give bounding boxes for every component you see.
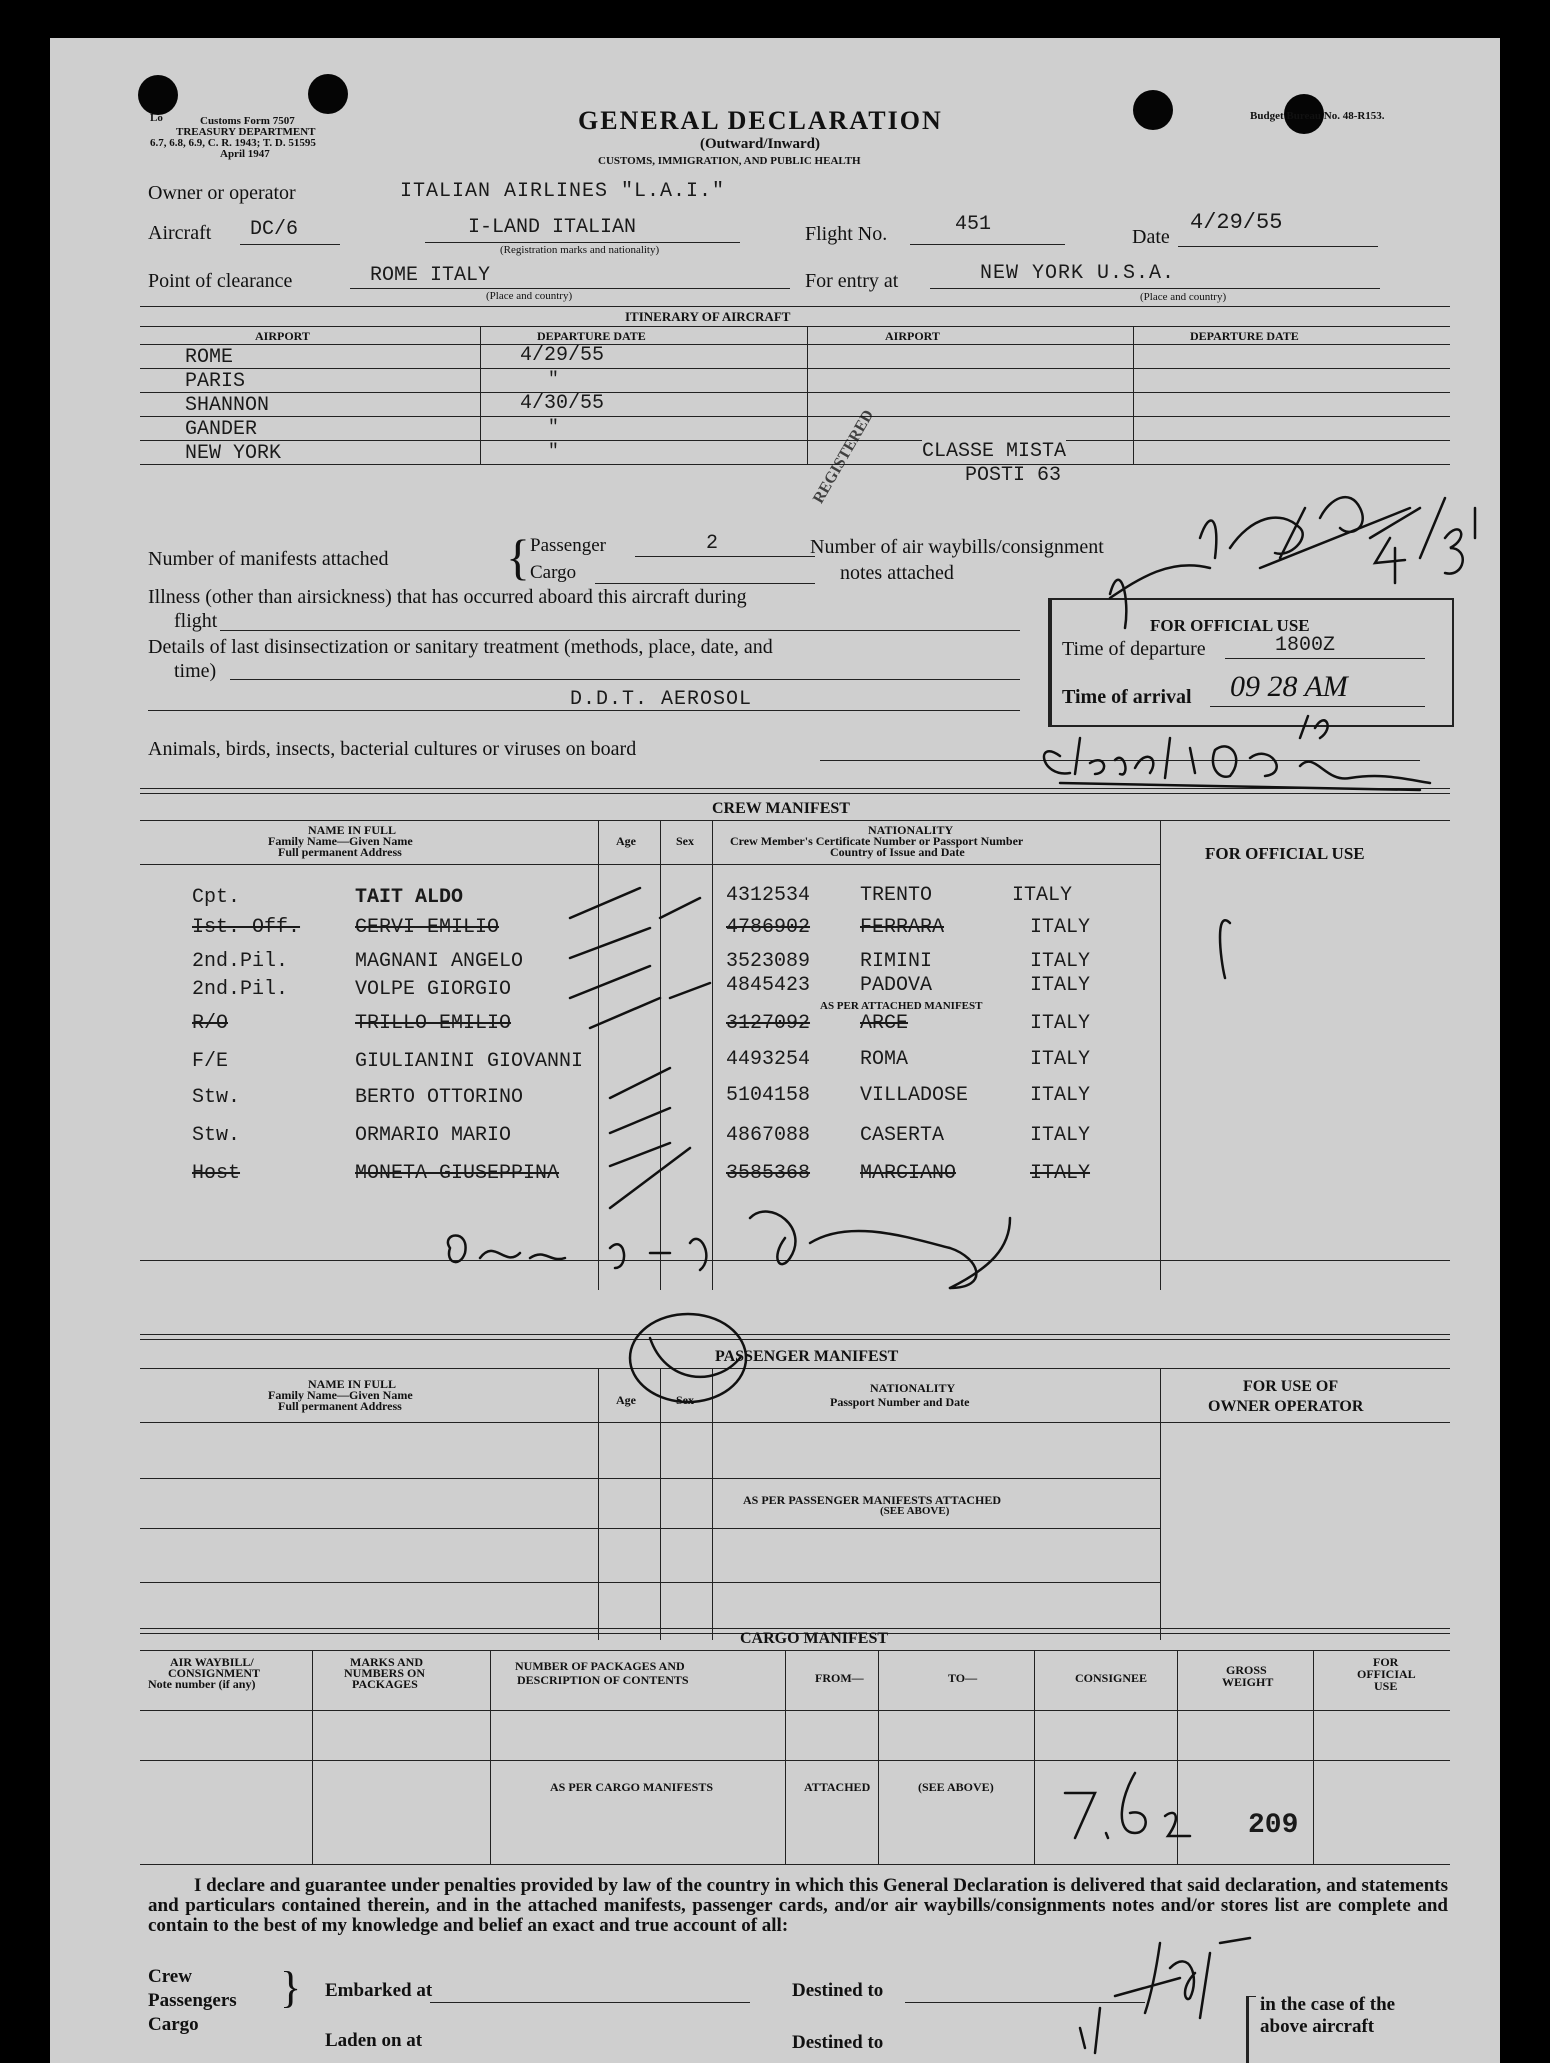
declaration-passengers: Passengers bbox=[148, 1990, 237, 2011]
waybills-label: Number of air waybills/consignment bbox=[810, 536, 1104, 558]
crew-cert: 4845423 bbox=[726, 974, 811, 997]
cargo-manifest-label: Cargo bbox=[530, 562, 577, 583]
itinerary-col-airport: AIRPORT bbox=[255, 329, 310, 343]
crew-city: ROMA bbox=[860, 1048, 909, 1071]
itinerary-col-departure: DEPARTURE DATE bbox=[537, 329, 646, 343]
departure-time-label: Time of departure bbox=[1062, 638, 1206, 660]
declaration-embarked: Embarked at bbox=[325, 1980, 433, 2001]
form-id-line: April 1947 bbox=[220, 148, 270, 160]
entry-caption: (Place and country) bbox=[1140, 291, 1227, 303]
itinerary-date: 4/30/55 bbox=[520, 392, 605, 415]
crew-role: F/E bbox=[192, 1050, 229, 1073]
crew-cert: 4786902 bbox=[726, 916, 811, 939]
cargo-col-from: FROM— bbox=[815, 1671, 864, 1685]
disinsection-line2: time) bbox=[174, 660, 217, 682]
crew-col-official: FOR OFFICIAL USE bbox=[1205, 844, 1365, 863]
itinerary-airport: SHANNON bbox=[185, 394, 270, 417]
crew-cert: 4493254 bbox=[726, 1048, 811, 1071]
illness-line1: Illness (other than airsickness) that has occurred aboard this aircraft during bbox=[148, 586, 747, 608]
animals-label: Animals, birds, insects, bacterial cultures or viruses on board bbox=[148, 738, 637, 760]
passenger-value: 2 bbox=[706, 532, 719, 555]
crew-manifest-note: AS PER ATTACHED MANIFEST bbox=[820, 1000, 983, 1012]
cargo-note-c: (SEE ABOVE) bbox=[918, 1780, 994, 1794]
crew-country: ITALY bbox=[1030, 1162, 1091, 1185]
itinerary-note-classe: CLASSE MISTA bbox=[922, 440, 1067, 463]
passenger-col-name: Full permanent Address bbox=[278, 1399, 402, 1413]
itinerary-airport: GANDER bbox=[185, 418, 258, 441]
flight-label: Flight No. bbox=[805, 223, 888, 245]
form-subsubtitle: CUSTOMS, IMMIGRATION, AND PUBLIC HEALTH bbox=[598, 155, 861, 167]
passenger-manifest-title: PASSENGER MANIFEST bbox=[715, 1348, 899, 1365]
cargo-col-marks: MARKS AND bbox=[350, 1655, 424, 1669]
crew-name: MONETA GIUSEPPINA bbox=[355, 1162, 560, 1185]
crew-manifest-title: CREW MANIFEST bbox=[712, 800, 850, 817]
crew-city: PADOVA bbox=[860, 974, 933, 997]
arrival-time-value: 09 28 AM bbox=[1230, 670, 1348, 703]
crew-name: VOLPE GIORGIO bbox=[355, 978, 512, 1001]
brace: } bbox=[280, 1963, 302, 2012]
crew-name: MAGNANI ANGELO bbox=[355, 950, 524, 973]
budget-number: Budget Bureau No. 48-R153. bbox=[1250, 110, 1385, 122]
crew-col-age: Age bbox=[616, 834, 636, 848]
aircraft-label: Aircraft bbox=[148, 222, 212, 244]
cargo-col-packages: NUMBER OF PACKAGES AND bbox=[515, 1659, 685, 1673]
cargo-col-marks: PACKAGES bbox=[352, 1677, 418, 1691]
clearance-label: Point of clearance bbox=[148, 270, 293, 292]
itinerary-date: " bbox=[548, 442, 559, 462]
aircraft-value: DC/6 bbox=[250, 218, 299, 241]
departure-time-value: 1800Z bbox=[1275, 634, 1336, 657]
passenger-col-name: Family Name—Given Name bbox=[268, 1388, 413, 1402]
declaration-case1: in the case of the bbox=[1260, 1994, 1396, 2015]
clearance-value: ROME ITALY bbox=[370, 264, 491, 287]
crew-name: TAIT ALDO bbox=[355, 886, 464, 909]
form-id-line: TREASURY DEPARTMENT bbox=[176, 126, 316, 138]
itinerary-note-posti: POSTI 63 bbox=[965, 464, 1062, 487]
crew-country: ITALY bbox=[1030, 950, 1091, 973]
crew-col-name: NAME IN FULL bbox=[308, 823, 397, 837]
cargo-col-official: OFFICIAL bbox=[1357, 1667, 1416, 1681]
itinerary-airport: PARIS bbox=[185, 370, 246, 393]
declaration-destined1: Destined to bbox=[792, 1980, 884, 2001]
cargo-col-waybill: CONSIGNMENT bbox=[168, 1666, 261, 1680]
crew-city: RIMINI bbox=[860, 950, 933, 973]
passenger-col-nationality: Passport Number and Date bbox=[830, 1395, 970, 1409]
cargo-col-weight: GROSS bbox=[1226, 1663, 1267, 1677]
crew-city: VILLADOSE bbox=[860, 1084, 969, 1107]
crew-col-nationality: NATIONALITY bbox=[868, 823, 954, 837]
disinsection-line1: Details of last disinsectization or sanitary treatment (methods, place, date, and bbox=[148, 636, 773, 658]
crew-col-name: Family Name—Given Name bbox=[268, 834, 413, 848]
crew-country: ITALY bbox=[1030, 974, 1091, 997]
crew-country: ITALY bbox=[1012, 884, 1073, 907]
declaration-text: I declare and guarantee under penalties provided by law of the country in which this General Declaration is delivered that said declaration, and statements and particulars contained therein, and in the attached manifests, passenger cards, and/or air waybills/consignments notes and/or stores list are complete and contain to the best of my knowledge and belief an exact and true account of all: bbox=[148, 1875, 1448, 1936]
passenger-col-nationality: NATIONALITY bbox=[870, 1381, 956, 1395]
manifests-label: Number of manifests attached bbox=[148, 548, 389, 570]
itinerary-airport: NEW YORK bbox=[185, 442, 282, 465]
registration-value: I-LAND ITALIAN bbox=[468, 216, 637, 239]
itinerary-date: " bbox=[548, 418, 559, 438]
crew-name: TRILLO EMILIO bbox=[355, 1012, 512, 1035]
crew-cert: 3523089 bbox=[726, 950, 811, 973]
crew-country: ITALY bbox=[1030, 1012, 1091, 1035]
passenger-col-name: NAME IN FULL bbox=[308, 1377, 397, 1391]
itinerary-airport: ROME bbox=[185, 346, 234, 369]
crew-city: CASERTA bbox=[860, 1124, 945, 1147]
crew-city: ARCE bbox=[860, 1012, 909, 1035]
owner-label: Owner or operator bbox=[148, 182, 296, 204]
passenger-note-see: (SEE ABOVE) bbox=[880, 1505, 950, 1517]
illness-line2: flight bbox=[174, 610, 218, 632]
crew-col-nationality: Country of Issue and Date bbox=[830, 845, 965, 859]
crew-role: Ist. Off. bbox=[192, 916, 301, 939]
declaration-cargo: Cargo bbox=[148, 2014, 199, 2035]
disinsection-value: D.D.T. AEROSOL bbox=[570, 688, 753, 711]
crew-city: TRENTO bbox=[860, 884, 933, 907]
crew-country: ITALY bbox=[1030, 916, 1091, 939]
itinerary-col-airport2: AIRPORT bbox=[885, 329, 940, 343]
crew-country: ITALY bbox=[1030, 1048, 1091, 1071]
date-value: 4/29/55 bbox=[1190, 210, 1283, 235]
cargo-col-marks: NUMBERS ON bbox=[344, 1666, 426, 1680]
document-sheet bbox=[50, 38, 1500, 2063]
crew-name: BERTO OTTORINO bbox=[355, 1086, 524, 1109]
form-subtitle: (Outward/Inward) bbox=[700, 136, 821, 152]
crew-role: R/O bbox=[192, 1012, 229, 1035]
crew-country: ITALY bbox=[1030, 1084, 1091, 1107]
cargo-col-waybill: Note number (if any) bbox=[148, 1677, 256, 1691]
crew-role: Host bbox=[192, 1162, 241, 1185]
entry-value: NEW YORK U.S.A. bbox=[980, 262, 1176, 285]
cargo-col-weight: WEIGHT bbox=[1222, 1675, 1274, 1689]
crew-cert: 4867088 bbox=[726, 1124, 811, 1147]
crew-cert: 3585368 bbox=[726, 1162, 811, 1185]
crew-col-sex: Sex bbox=[676, 834, 694, 848]
passenger-col-owner: FOR USE OF bbox=[1243, 1378, 1339, 1395]
owner-value: ITALIAN AIRLINES "L.A.I." bbox=[400, 180, 726, 203]
cargo-note-b: ATTACHED bbox=[804, 1780, 871, 1794]
crew-role: Stw. bbox=[192, 1124, 241, 1147]
form-prefix: Lo bbox=[150, 112, 163, 124]
clearance-caption: (Place and country) bbox=[486, 290, 573, 302]
itinerary-date: " bbox=[548, 370, 559, 390]
brace: { bbox=[506, 529, 530, 585]
crew-city: FERRARA bbox=[860, 916, 945, 939]
itinerary-title: ITINERARY OF AIRCRAFT bbox=[625, 309, 791, 324]
form-id-line: Customs Form 7507 bbox=[200, 115, 295, 127]
crew-role: Cpt. bbox=[192, 886, 241, 909]
waybills-label2: notes attached bbox=[840, 562, 954, 584]
passenger-label: Passenger bbox=[530, 535, 606, 556]
cargo-col-waybill: AIR WAYBILL/ bbox=[170, 1655, 254, 1669]
crew-col-nationality: Crew Member's Certificate Number or Passport Number bbox=[730, 834, 1024, 848]
passenger-col-owner: OWNER OPERATOR bbox=[1208, 1398, 1364, 1415]
form-title: GENERAL DECLARATION bbox=[578, 106, 943, 135]
declaration-crew: Crew bbox=[148, 1966, 192, 1987]
cargo-note-a: AS PER CARGO MANIFESTS bbox=[550, 1780, 714, 1794]
handwriting-strokes bbox=[50, 38, 1500, 2063]
crew-role: 2nd.Pil. bbox=[192, 978, 289, 1001]
crew-name: CERVI EMILIO bbox=[355, 916, 500, 939]
gross-weight-value: 209 bbox=[1248, 1810, 1299, 1841]
entry-label: For entry at bbox=[805, 270, 899, 292]
registration-caption: (Registration marks and nationality) bbox=[500, 244, 660, 256]
crew-name: ORMARIO MARIO bbox=[355, 1124, 512, 1147]
declaration-destined2: Destined to bbox=[792, 2032, 884, 2053]
cargo-col-to: TO— bbox=[948, 1671, 978, 1685]
declaration-case2: above aircraft bbox=[1260, 2016, 1375, 2037]
crew-cert: 4312534 bbox=[726, 884, 811, 907]
passenger-col-age: Age bbox=[616, 1393, 636, 1407]
arrival-time-label: Time of arrival bbox=[1062, 686, 1192, 708]
cargo-col-packages: DESCRIPTION OF CONTENTS bbox=[517, 1673, 689, 1687]
passenger-col-sex: Sex bbox=[676, 1393, 694, 1407]
form-id-line: 6.7, 6.8, 6.9, C. R. 1943; T. D. 51595 bbox=[150, 137, 316, 149]
cargo-col-official: USE bbox=[1374, 1679, 1398, 1693]
registered-stamp: REGISTERED bbox=[810, 407, 878, 507]
crew-cert: 3127092 bbox=[726, 1012, 811, 1035]
cargo-manifest-title: CARGO MANIFEST bbox=[740, 1630, 889, 1647]
crew-cert: 5104158 bbox=[726, 1084, 811, 1107]
declaration-laden: Laden on at bbox=[325, 2030, 423, 2051]
crew-country: ITALY bbox=[1030, 1124, 1091, 1147]
official-box-title: FOR OFFICIAL USE bbox=[1150, 616, 1310, 635]
crew-role: 2nd.Pil. bbox=[192, 950, 289, 973]
cargo-col-consignee: CONSIGNEE bbox=[1075, 1671, 1148, 1685]
itinerary-date: 4/29/55 bbox=[520, 344, 605, 367]
crew-name: GIULIANINI GIOVANNI bbox=[355, 1050, 584, 1073]
cargo-col-official: FOR bbox=[1373, 1655, 1399, 1669]
crew-city: MARCIANO bbox=[860, 1162, 957, 1185]
crew-role: Stw. bbox=[192, 1086, 241, 1109]
date-label: Date bbox=[1132, 226, 1170, 248]
passenger-note: AS PER PASSENGER MANIFESTS ATTACHED bbox=[743, 1493, 1002, 1507]
itinerary-col-departure2: DEPARTURE DATE bbox=[1190, 329, 1299, 343]
crew-col-name: Full permanent Address bbox=[278, 845, 402, 859]
flight-value: 451 bbox=[955, 213, 992, 236]
